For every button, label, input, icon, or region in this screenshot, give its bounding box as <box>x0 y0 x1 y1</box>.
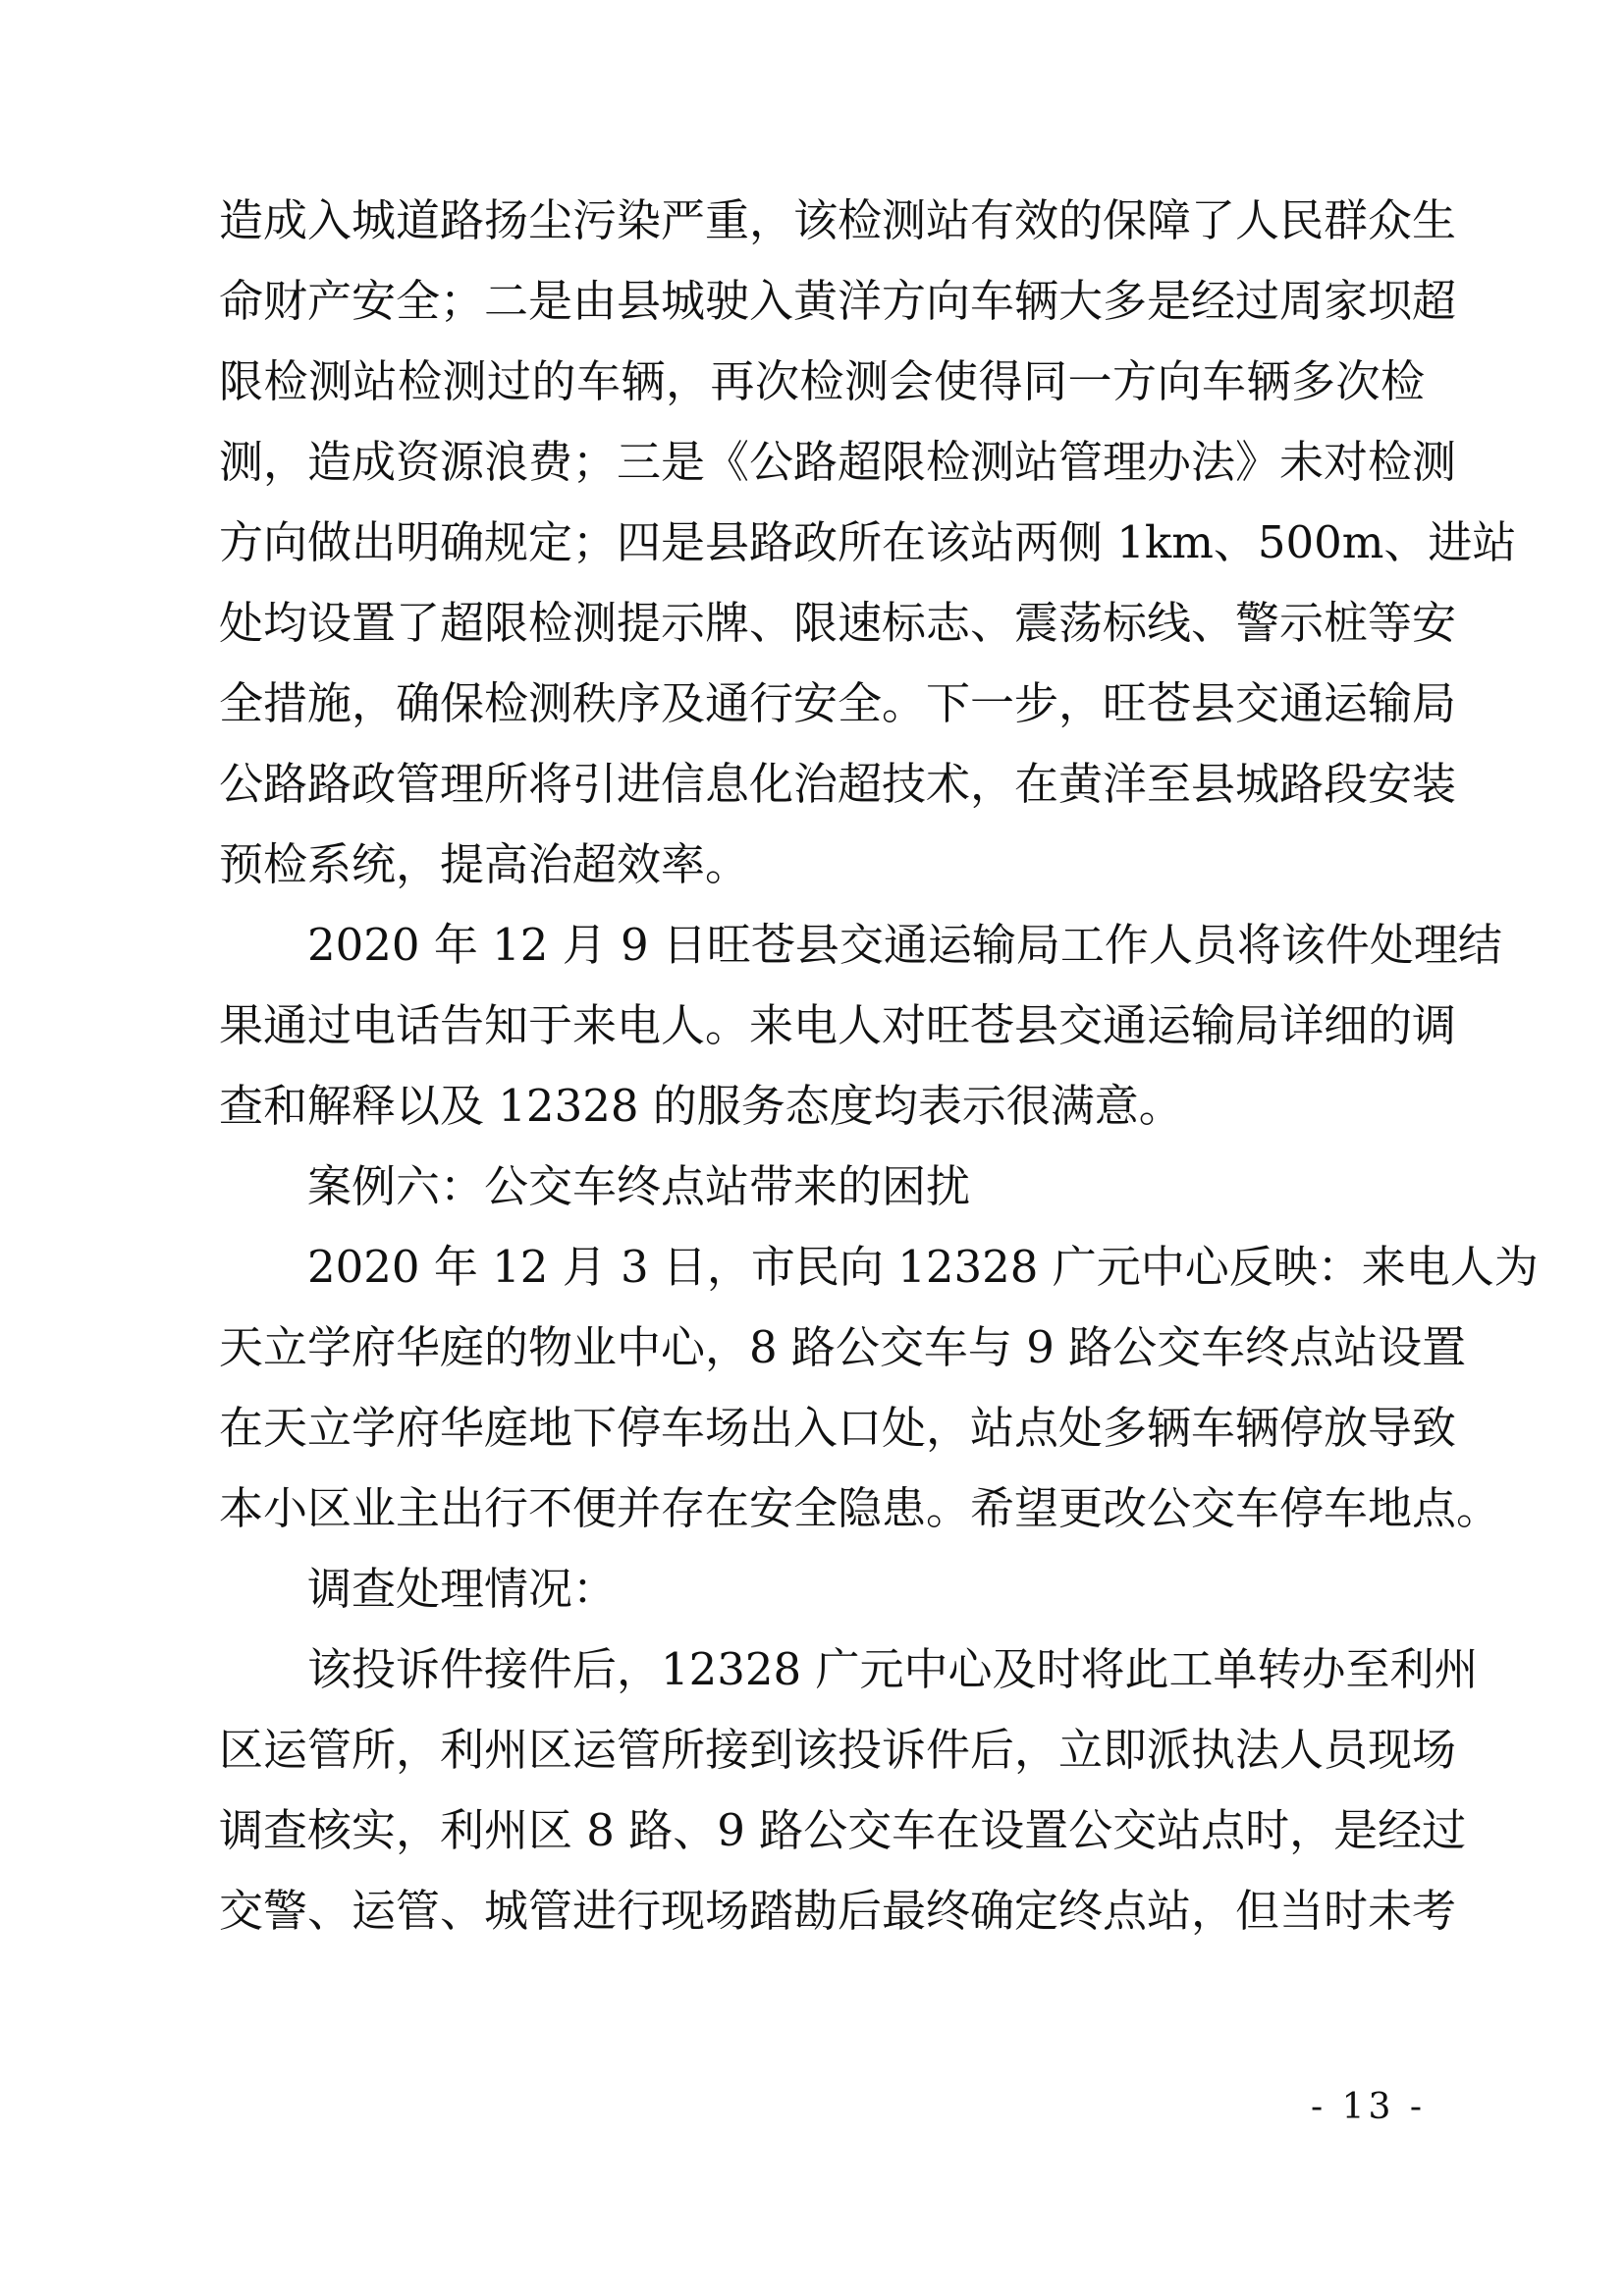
text-line: 命财产安全；二是由县城驶入黄洋方向车辆大多是经过周家坝超 <box>219 275 1457 327</box>
paragraph-first-line: 2020 年 12 月 3 日，市民向 12328 广元中心反映：来电人为 <box>307 1241 1539 1293</box>
page-number: - 13 - <box>1310 2087 1426 2127</box>
subsection-heading: 调查处理情况： <box>307 1563 618 1615</box>
paragraph-first-line: 2020 年 12 月 9 日旺苍县交通运输局工作人员将该件处理结 <box>307 919 1502 971</box>
text-line: 限检测站检测过的车辆，再次检测会使得同一方向车辆多次检 <box>219 355 1425 407</box>
paragraph-first-line: 该投诉件接件后，12328 广元中心及时将此工单转办至利州 <box>307 1643 1479 1695</box>
text-line: 天立学府华庭的物业中心，8 路公交车与 9 路公交车终点站设置 <box>219 1321 1467 1373</box>
text-line: 预检系统，提高治超效率。 <box>219 838 750 890</box>
text-line: 造成入城道路扬尘污染严重，该检测站有效的保障了人民群众生 <box>219 194 1457 246</box>
text-line: 方向做出明确规定；四是县路政所在该站两侧 1km、500m、进站 <box>219 516 1517 568</box>
text-line: 区运管所，利州区运管所接到该投诉件后，立即派执法人员现场 <box>219 1724 1457 1776</box>
text-line: 处均设置了超限检测提示牌、限速标志、震荡标线、警示桩等安 <box>219 597 1457 649</box>
text-line: 全措施，确保检测秩序及通行安全。下一步，旺苍县交通运输局 <box>219 677 1457 729</box>
text-line: 果通过电话告知于来电人。来电人对旺苍县交通运输局详细的调 <box>219 999 1457 1051</box>
text-line: 测，造成资源浪费；三是《公路超限检测站管理办法》未对检测 <box>219 436 1457 488</box>
text-line: 查和解释以及 12328 的服务态度均表示很满意。 <box>219 1080 1183 1132</box>
text-line: 在天立学府华庭地下停车场出入口处，站点处多辆车辆停放导致 <box>219 1402 1457 1454</box>
text-line: 交警、运管、城管进行现场踏勘后最终确定终点站，但当时未考 <box>219 1885 1457 1937</box>
section-heading: 案例六：公交车终点站带来的困扰 <box>307 1160 971 1212</box>
text-line: 公路路政管理所将引进信息化治超技术，在黄洋至县城路段安装 <box>219 758 1457 810</box>
text-line: 本小区业主出行不便并存在安全隐患。希望更改公交车停车地点。 <box>219 1482 1501 1534</box>
text-line: 调查核实，利州区 8 路、9 路公交车在设置公交站点时，是经过 <box>219 1804 1467 1856</box>
